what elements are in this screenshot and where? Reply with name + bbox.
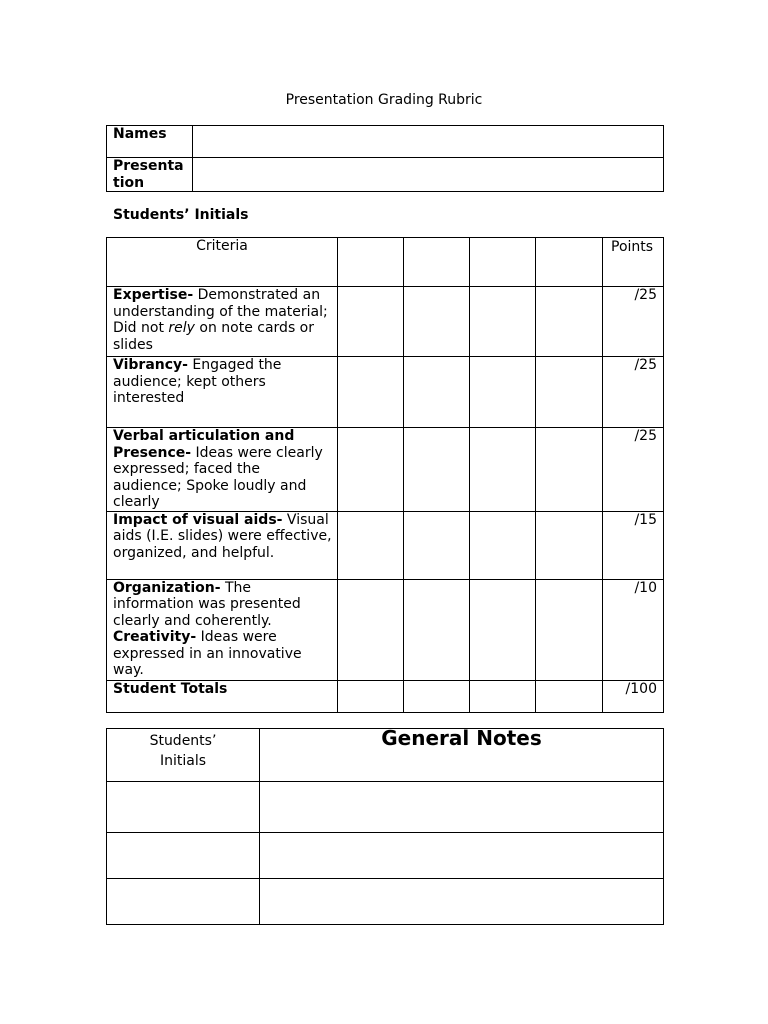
page-title: Presentation Grading Rubric xyxy=(285,92,483,108)
rubric-header-row xyxy=(107,238,664,287)
score-cell[interactable] xyxy=(470,428,536,512)
score-cell[interactable] xyxy=(404,428,470,512)
criterion-desc-emphasis: rely xyxy=(168,320,195,336)
criteria-header: Criteria xyxy=(107,238,338,287)
score-cell[interactable] xyxy=(404,357,470,428)
score-cell[interactable] xyxy=(338,357,404,428)
names-field[interactable] xyxy=(193,126,664,158)
score-cell[interactable] xyxy=(470,579,536,680)
criterion-organization-creativity xyxy=(107,579,338,680)
names-label: Names xyxy=(107,126,193,158)
totals-row xyxy=(107,680,664,712)
initials-entry[interactable] xyxy=(107,782,260,833)
table-row xyxy=(107,879,664,925)
score-cell[interactable] xyxy=(536,579,603,680)
criterion-title: Vibrancy- xyxy=(113,357,188,373)
rubric-table xyxy=(106,237,664,713)
presentation-row xyxy=(107,158,664,192)
total-points-value: /100 xyxy=(603,680,664,712)
presentation-field[interactable] xyxy=(193,158,664,192)
points-header: Points xyxy=(603,238,664,287)
totals-title: Student Totals xyxy=(113,680,228,697)
table-row xyxy=(107,357,664,428)
notes-entry[interactable] xyxy=(260,879,664,925)
criterion-title: Verbal articulation and Presence- xyxy=(113,428,295,461)
criterion-desc: Ideas were expressed in an innovative way. xyxy=(113,629,302,678)
criterion-desc: on note cards or slides xyxy=(113,320,315,353)
table-row xyxy=(107,579,664,680)
points-value: /15 xyxy=(603,511,664,579)
points-value: /25 xyxy=(603,287,664,357)
table-row xyxy=(107,782,664,833)
initials-entry[interactable] xyxy=(107,879,260,925)
initials-cell[interactable] xyxy=(536,238,603,287)
score-cell[interactable] xyxy=(536,511,603,579)
info-table xyxy=(106,125,664,192)
total-cell[interactable] xyxy=(338,680,404,712)
total-cell[interactable] xyxy=(536,680,603,712)
student-totals-label xyxy=(107,680,338,712)
general-notes-header: General Notes xyxy=(260,729,664,782)
students-initials-label: Students’ Initials xyxy=(113,207,249,223)
total-cell[interactable] xyxy=(470,680,536,712)
score-cell[interactable] xyxy=(338,428,404,512)
criterion-title: Impact of visual aids- xyxy=(113,511,283,528)
score-cell[interactable] xyxy=(470,357,536,428)
score-cell[interactable] xyxy=(536,287,603,357)
score-cell[interactable] xyxy=(338,511,404,579)
criterion-desc: Visual aids (I.E. slides) were effective, organized, and helpful. xyxy=(113,511,332,561)
initials-cell[interactable] xyxy=(470,238,536,287)
score-cell[interactable] xyxy=(338,579,404,680)
score-cell[interactable] xyxy=(536,357,603,428)
criterion-title: Expertise- xyxy=(113,287,194,303)
notes-header-row xyxy=(107,729,664,782)
criterion-desc: Demonstrated an understanding of the material; Did not xyxy=(113,287,328,336)
table-row xyxy=(107,833,664,879)
score-cell[interactable] xyxy=(536,428,603,512)
criterion-desc: The information was presented clearly and coherently. xyxy=(113,579,301,629)
table-row xyxy=(107,428,664,512)
score-cell[interactable] xyxy=(404,579,470,680)
points-value: /25 xyxy=(603,428,664,512)
table-row xyxy=(107,287,664,357)
initials-cell[interactable] xyxy=(404,238,470,287)
students-initials-header xyxy=(107,729,260,782)
presentation-label: Presentation xyxy=(107,158,193,192)
criterion-verbal xyxy=(107,428,338,512)
notes-entry[interactable] xyxy=(260,833,664,879)
criterion-desc: Ideas were clearly expressed; faced the audience; Spoke loudly and clearly xyxy=(113,444,323,510)
score-cell[interactable] xyxy=(338,287,404,357)
criterion-vibrancy xyxy=(107,357,338,428)
total-cell[interactable] xyxy=(404,680,470,712)
points-value: /10 xyxy=(603,579,664,680)
score-cell[interactable] xyxy=(470,287,536,357)
table-row xyxy=(107,511,664,579)
criterion-desc: Engaged the audience; kept others interested xyxy=(113,357,282,406)
criterion-title: Organization- xyxy=(113,579,221,596)
names-row xyxy=(107,126,664,158)
criterion-visual-aids xyxy=(107,511,338,579)
notes-table xyxy=(106,728,664,925)
criterion-expertise xyxy=(107,287,338,357)
initials-entry[interactable] xyxy=(107,833,260,879)
notes-entry[interactable] xyxy=(260,782,664,833)
score-cell[interactable] xyxy=(470,511,536,579)
points-value: /25 xyxy=(603,357,664,428)
score-cell[interactable] xyxy=(404,511,470,579)
score-cell[interactable] xyxy=(404,287,470,357)
students-initials-header-text: Students’ Initials xyxy=(149,733,217,769)
criterion-title: Creativity- xyxy=(113,629,197,645)
initials-cell[interactable] xyxy=(338,238,404,287)
